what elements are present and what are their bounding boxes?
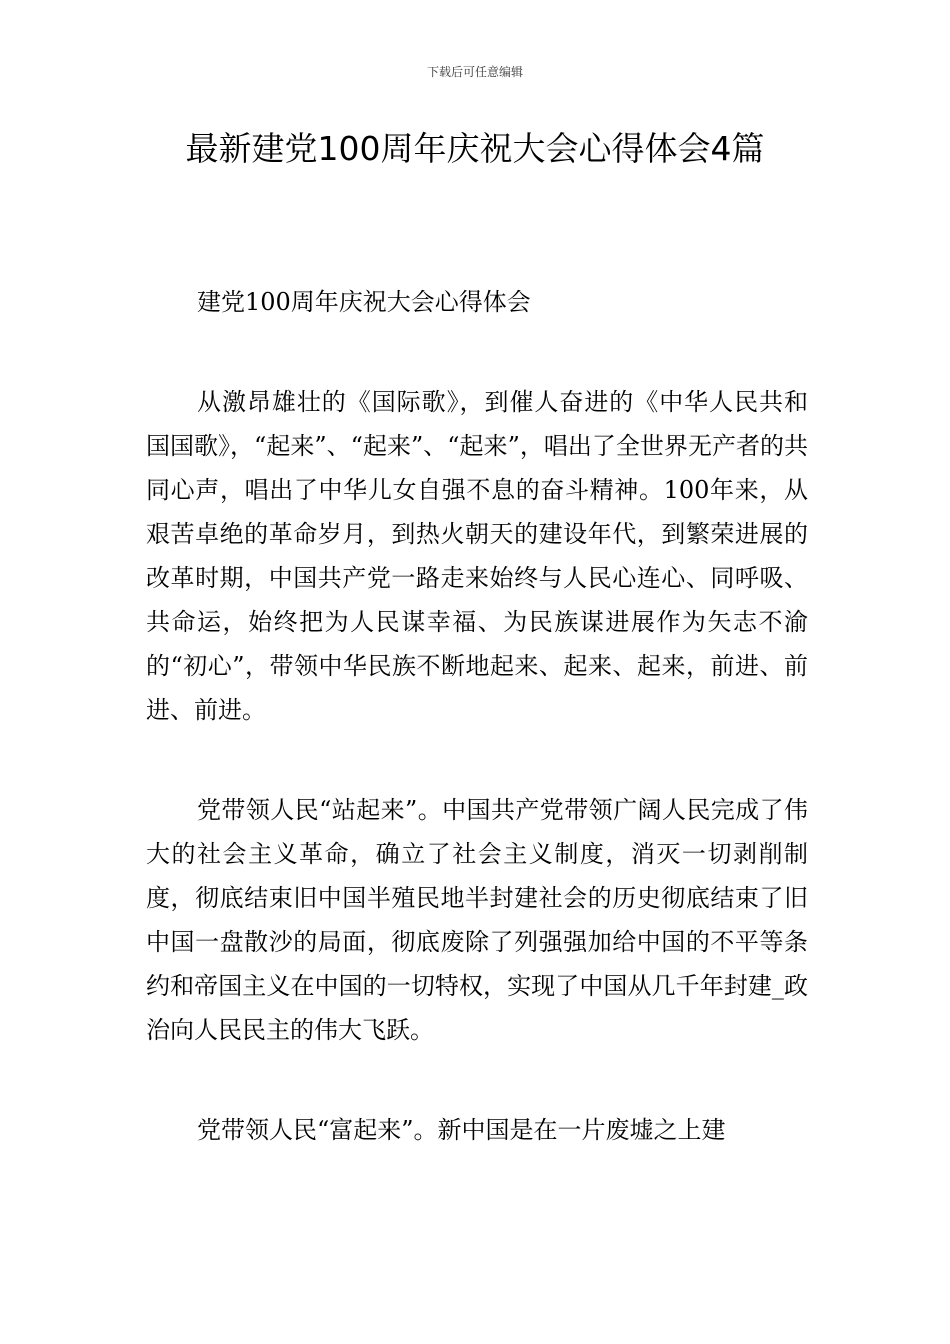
paragraph-2: 党带领人民“站起来”。中国共产党带领广阔人民完成了伟大的社会主义革命，确立了社会主义制度，消灭一切剥削制度，彻底结束旧中国半殖民地半封建社会的历史彻底结束了旧中国一盘散沙的局面，彻底废除了列强强加给中国的不平等条约和帝国主义在中国的一切特权，实现了中国从几千年封建_政治向人民民主的伟大飞跃。: [146, 796, 808, 1044]
header-note: 下载后可任意编辑: [426, 65, 523, 79]
section-subtitle: 建党100周年庆祝大会心得体会: [197, 288, 531, 316]
paragraph-1: 从激昂雄壮的《国际歌》，到催人奋进的《中华人民共和国国歌》，“起来”、“起来”、“起来”，唱出了全世界无产者的共同心声，唱出了中华儿女自强不息的奋斗精神。100年来，从艰苦卓绝的革命岁月，到热火朝天的建设年代，到繁荣进展的改革时期，中国共产党一路走来始终与人民心连心、同呼吸、共命运，始终把为人民谋幸福、为民族谋进展作为矢志不渝的“初心”，带领中华民族不断地起来、起来、起来，前进、前进、前进。: [146, 388, 808, 724]
document-body: [146, 280, 808, 1152]
paragraph-3: 党带领人民“富起来”。新中国是在一片废墟之上建: [197, 1116, 726, 1144]
document-title: 最新建党100周年庆祝大会心得体会4篇: [185, 129, 765, 168]
